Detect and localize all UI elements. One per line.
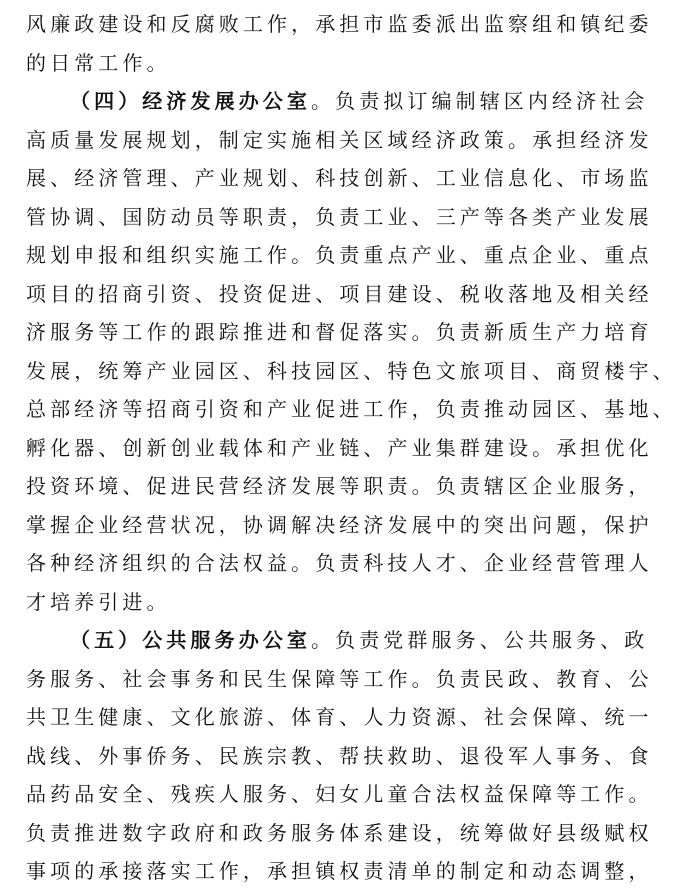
text-line: 风廉政建设和反腐败工作，承担市监委派出监察组和镇纪委 <box>26 12 653 36</box>
section-heading: （四）经济发展办公室 <box>70 89 311 113</box>
text-line: 负责推进数字政府和政务服务体系建设，统筹做好县级赋权 <box>26 820 653 845</box>
text-line: 的日常工作。 <box>26 50 171 75</box>
text-line: 孵化器、创新创业载体和产业链、产业集群建设。承担优化 <box>26 435 653 460</box>
text-line <box>26 82 649 121</box>
text-run: 。负责党群服务、公共服务、政 <box>311 628 649 652</box>
text-line: 投资环境、促进民营经济发展等职责。负责辖区企业服务， <box>26 474 653 498</box>
text-line: 管协调、国防动员等职责，负责工业、三产等各类产业发展 <box>26 204 653 229</box>
section-economic-development-office <box>26 82 677 621</box>
section-heading: （五）公共服务办公室 <box>70 628 311 652</box>
text-line: 发展，统筹产业园区、科技园区、特色文旅项目、商贸楼宇、 <box>26 358 677 383</box>
text-line: 各种经济组织的合法权益。负责科技人才、企业经营管理人 <box>26 551 653 575</box>
text-line: 项目的招商引资、投资促进、项目建设、税收落地及相关经 <box>26 281 653 306</box>
text-line: 事项的承接落实工作，承担镇权责清单的制定和动态调整， <box>26 859 653 883</box>
text-line <box>26 621 649 660</box>
text-line: 高质量发展规划，制定实施相关区域经济政策。承担经济发 <box>26 127 653 152</box>
text-line: 济服务等工作的跟踪推进和督促落实。负责新质生产力培育 <box>26 320 653 344</box>
text-line: 战线、外事侨务、民族宗教、帮扶救助、退役军人事务、食 <box>26 743 653 768</box>
section-public-service-office <box>26 621 653 891</box>
text-line: 才培养引进。 <box>26 589 171 614</box>
text-line: 品药品安全、残疾人服务、妇女儿童合法权益保障等工作。 <box>26 782 653 806</box>
text-line: 总部经济等招商引资和产业促进工作，负责推动园区、基地、 <box>26 397 677 421</box>
text-line: 展、经济管理、产业规划、科技创新、工业信息化、市场监 <box>26 166 653 190</box>
text-line: 规划申报和组织实施工作。负责重点产业、重点企业、重点 <box>26 243 653 267</box>
text-line: 共卫生健康、文化旅游、体育、人力资源、社会保障、统一 <box>26 705 653 729</box>
text-run: 。负责拟订编制辖区内经济社会 <box>311 89 649 113</box>
text-line: 掌握企业经营状况，协调解决经济发展中的突出问题，保护 <box>26 512 653 537</box>
paragraph-continuation <box>26 5 653 82</box>
text-line: 务服务、社会事务和民生保障等工作。负责民政、教育、公 <box>26 666 653 691</box>
